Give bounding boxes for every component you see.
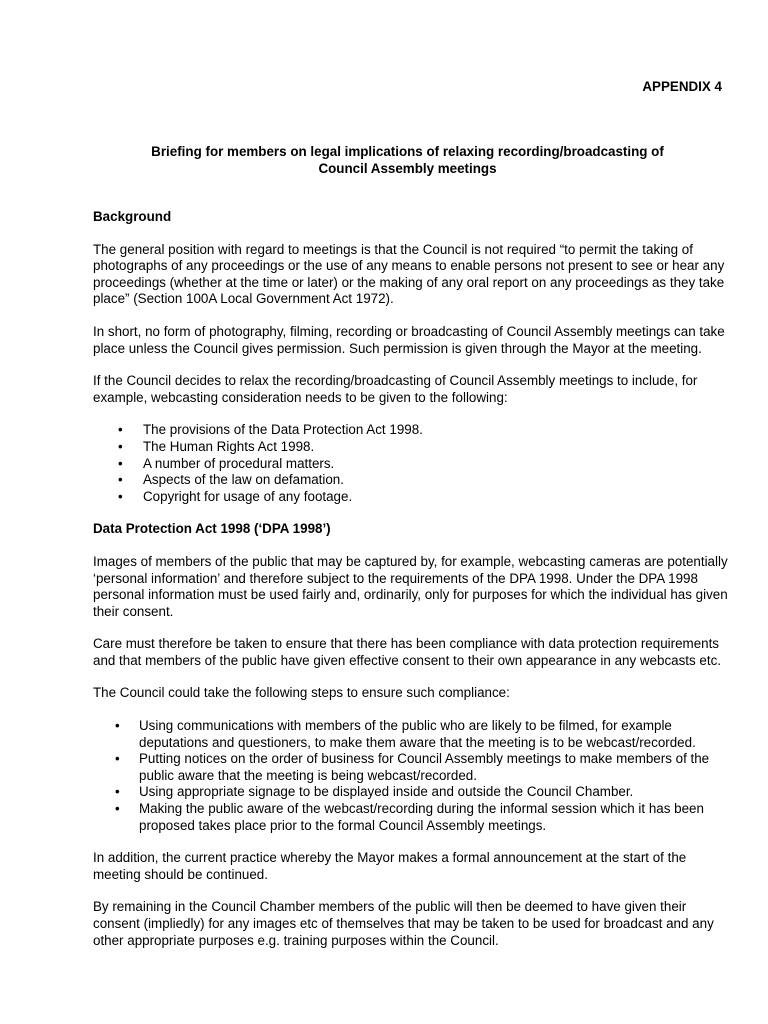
bullet-icon: • bbox=[115, 718, 120, 734]
dpa-paragraph-4: In addition, the current practice whereby the Mayor makes a formal announcement at the start of the meeting should be continued. bbox=[93, 850, 687, 882]
bullet-icon: • bbox=[118, 472, 123, 488]
bullet-icon: • bbox=[118, 488, 123, 504]
bullet-icon: • bbox=[118, 438, 123, 454]
background-paragraph-1: The general position with regard to meetings is that the Council is not required “to permit the taking of photographs of any proceedings or the use of any means to enable persons not present to see or hear any proceedings (whether at the time or later) or the making of any oral report on any proceedings as they take place” (Section 100A Local Government Act 1972). bbox=[93, 241, 725, 307]
list-item: • Aspects of the law on defamation. bbox=[118, 472, 344, 488]
list-item: • The Human Rights Act 1998. bbox=[118, 438, 315, 454]
background-paragraph-3: If the Council decides to relax the recording/broadcasting of Council Assembly meetings to include, for example, webcasting consideration needs to be given to the following: bbox=[93, 373, 698, 405]
appendix-label: APPENDIX 4 bbox=[642, 79, 722, 94]
title-line-1: Briefing for members on legal implications of relaxing recording/broadcasting of bbox=[151, 144, 664, 159]
list-item: • Using communications with members of the public who are likely to be filmed, for example deputations and questioners, to make them aware that the meeting is to be webcast/recorded. bbox=[115, 718, 696, 750]
list-item: • A number of procedural matters. bbox=[118, 455, 335, 471]
document-title bbox=[0, 144, 768, 177]
dpa-paragraph-2: Care must therefore be taken to ensure that there has been compliance with data protection requirements and that members of the public have given effective consent to their own appearance in any webcasts etc. bbox=[93, 636, 721, 668]
list-item: • Putting notices on the order of business for Council Assembly meetings to make members of the public aware that the meeting is being webcast/recorded. bbox=[115, 751, 710, 783]
list-item: • Making the public aware of the webcast/recording during the informal session which it has been proposed takes place prior to the formal Council Assembly meetings. bbox=[115, 801, 704, 833]
title-line-2: Council Assembly meetings bbox=[318, 160, 497, 176]
list-item: • Using appropriate signage to be displayed inside and outside the Council Chamber. bbox=[115, 784, 634, 800]
bullet-icon: • bbox=[115, 784, 120, 800]
dpa-paragraph-1: Images of members of the public that may be captured by, for example, webcasting cameras are potentially ‘personal information’ and therefore subject to the requirements of the DPA 1998. Under the DPA 1998 personal information must be used fairly and, ordinarily, only for purposes for which the individual has given their consent. bbox=[93, 553, 728, 619]
bullet-icon: • bbox=[118, 422, 123, 438]
list-item: • The provisions of the Data Protection Act 1998. bbox=[118, 422, 423, 438]
background-heading: Background bbox=[93, 209, 172, 224]
dpa-paragraph-5: By remaining in the Council Chamber members of the public will then be deemed to have given their consent (impliedly) for any images etc of themselves that may be taken to be used for broadcast and any other appropriate purposes e.g. training purposes within the Council. bbox=[93, 899, 714, 948]
dpa-heading: Data Protection Act 1998 (‘DPA 1998’) bbox=[93, 521, 331, 537]
bullet-icon: • bbox=[118, 455, 123, 471]
considerations-list bbox=[93, 422, 733, 505]
list-item: • Copyright for usage of any footage. bbox=[118, 488, 353, 504]
background-paragraph-2: In short, no form of photography, filming, recording or broadcasting of Council Assembly meetings can take place unless the Council gives permission. Such permission is given through the Mayor at the meeting. bbox=[93, 323, 725, 356]
dpa-paragraph-3: The Council could take the following steps to ensure such compliance: bbox=[93, 685, 510, 701]
compliance-steps-list bbox=[93, 718, 733, 834]
bullet-icon: • bbox=[115, 801, 120, 817]
bullet-icon: • bbox=[115, 751, 120, 767]
document-body bbox=[93, 209, 733, 965]
